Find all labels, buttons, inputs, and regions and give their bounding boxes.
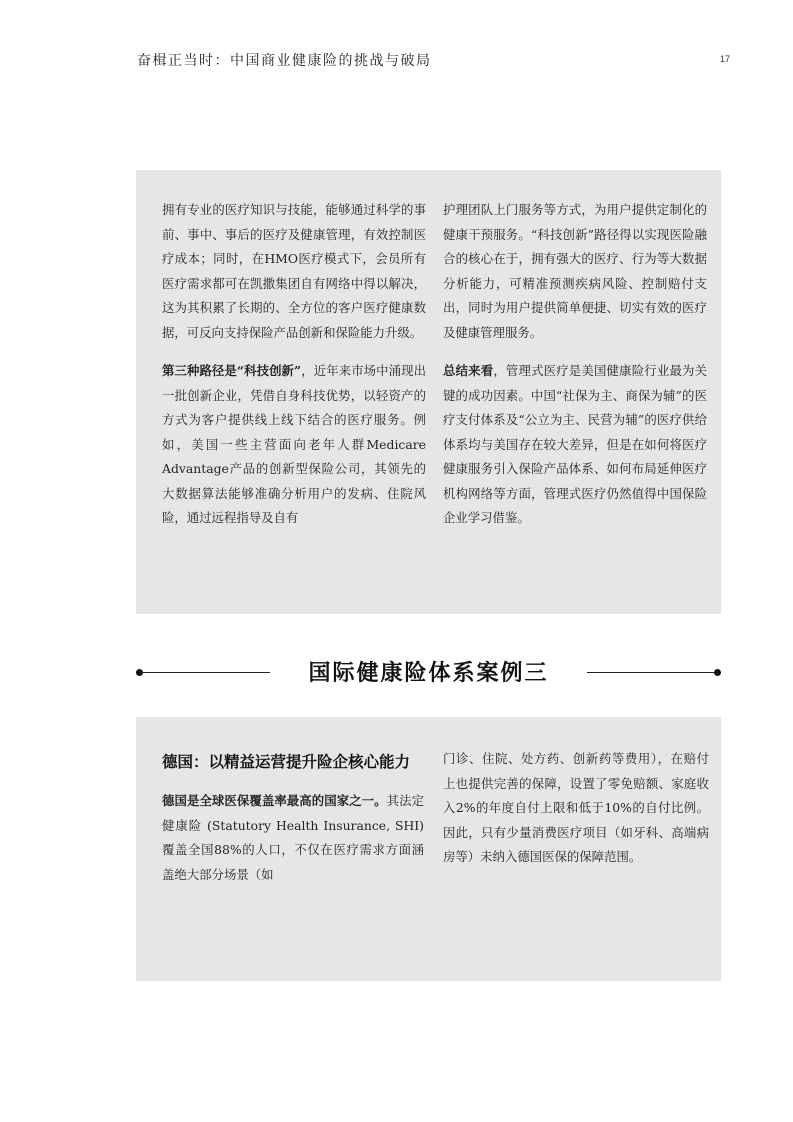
section-heading	[136, 652, 721, 692]
section-title: 国际健康险体系案例三	[308, 660, 549, 686]
paragraph	[443, 359, 707, 531]
paragraph-body: ，近年来市场中涌现出一批创新企业，凭借自身科技优势，以轻资产的方式为客户提供线上线下结合的医疗服务。例如，美国一些主营面向老年人群Medicare Advantage产品的创新型保险公司，其领先的大数据算法能够准确分析用户的发病、住院风险，通过远程指导及自有	[162, 363, 426, 525]
paragraph	[162, 359, 426, 531]
paragraph-lead: 总结来看	[443, 363, 494, 378]
paragraph-body: 其法定健康险 (Statutory Health Insurance, SHI) 覆盖全国88%的人口，不仅在医疗需求方面涵盖绝大部分场景（如	[162, 793, 425, 882]
case-box-germany	[136, 717, 721, 981]
left-column	[162, 198, 426, 531]
paragraph: 门诊、住院、处方药、创新药等费用），在赔付上也提供完善的保障，设置了零免赔额、家庭收入2%的年度自付上限和低于10%的自付比例。因此，只有少量消费医疗项目（如牙科、高端病房等）未纳入德国医保的保障范围。	[443, 751, 709, 864]
right-column	[443, 747, 709, 870]
case-box-us	[136, 170, 721, 614]
divider	[587, 672, 717, 673]
paragraph-body: ，管理式医疗是美国健康险行业最为关键的成功因素。中国“社保为主、商保为辅”的医疗支付体系及“公立为主、民营为辅”的医疗供给体系均与美国存在较大差异，但是在如何将医疗健康服务引入保险产品体系、如何布局延伸医疗机构网络等方面，管理式医疗仍然值得中国保险企业学习借鉴。	[443, 363, 708, 525]
paragraph-lead: 第三种路径是“科技创新”	[162, 363, 302, 378]
running-title: 奋楫正当时：中国商业健康险的挑战与破局	[137, 53, 432, 69]
right-column	[443, 198, 707, 531]
case-heading: 德国：以精益运营提升险企核心能力	[162, 752, 411, 771]
bullet-dot-icon	[714, 669, 721, 676]
left-column	[162, 749, 424, 887]
paragraph: 拥有专业的医疗知识与技能，能够通过科学的事前、事中、事后的医疗及健康管理，有效控制医疗成本；同时，在HMO医疗模式下，会员所有医疗需求都可在凯撒集团自有网络中得以解决，这为其积累了长期的、全方位的客户医疗健康数据，可反向支持保险产品创新和保险能力升级。	[162, 202, 426, 340]
paragraph-lead: 德国是全球医保覆盖率最高的国家之一。	[162, 793, 387, 808]
paragraph	[162, 789, 424, 887]
paragraph: 护理团队上门服务等方式，为用户提供定制化的健康干预服务。“科技创新”路径得以实现医险融合的核心在于，拥有强大的医疗、行为等大数据分析能力，可精准预测疾病风险、控制赔付支出，同时为用户提供简单便捷、切实有效的医疗及健康管理服务。	[443, 202, 707, 340]
page-number: 17	[720, 54, 731, 64]
